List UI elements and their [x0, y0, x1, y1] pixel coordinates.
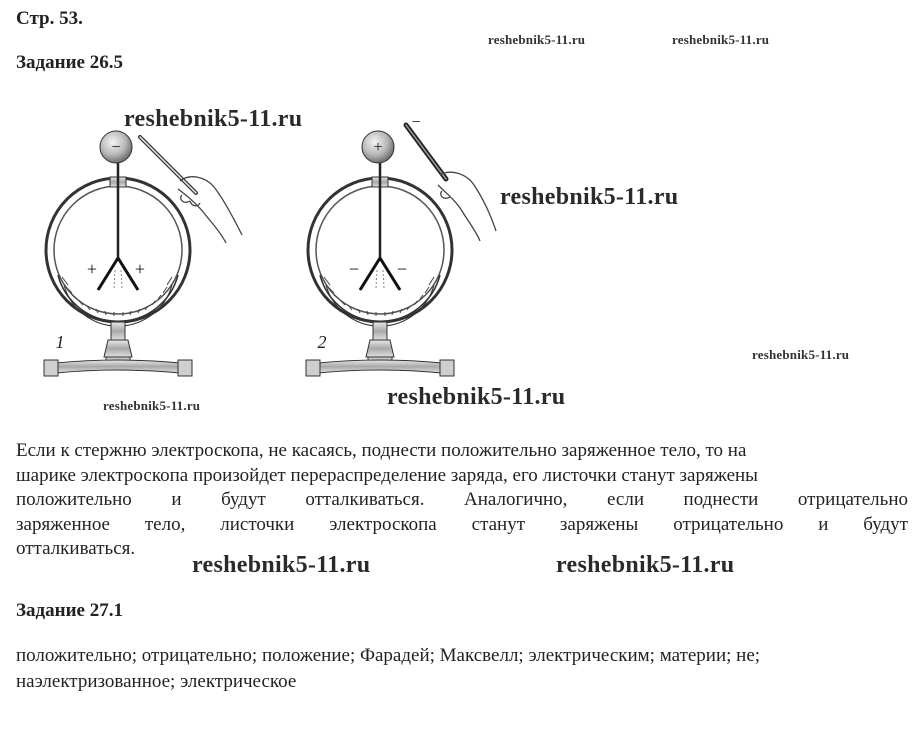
paragraph-line: шарике электроскопа произойдет перераспределение заряда, его листочки станут заряжены: [16, 464, 758, 486]
paragraph-line: Если к стержню электроскопа, не касаясь, поднести положительно заряженное тело, то на: [16, 440, 747, 461]
paragraph-line: отталкиваться.: [16, 538, 136, 559]
answer-line: наэлектризованное; электрическое: [16, 671, 297, 692]
figure-label-2: 2: [317, 332, 327, 352]
watermark: reshebnik5-11.ru: [124, 106, 303, 132]
leaf-2-left-sign: −: [348, 259, 360, 279]
leaf-1-left-sign: +: [86, 259, 98, 279]
answer-paragraph-26-5: [16, 439, 908, 562]
answer-line: положительно; отрицательно; положение; Фарадей; Максвелл; электрическим; материи; не;: [16, 645, 761, 666]
watermark: reshebnik5-11.ru: [387, 384, 566, 410]
task-title-26-5: Задание 26.5: [16, 52, 123, 73]
watermark: reshebnik5-11.ru: [192, 552, 371, 578]
watermark: reshebnik5-11.ru: [488, 32, 586, 47]
watermark: reshebnik5-11.ru: [500, 184, 679, 210]
watermark: reshebnik5-11.ru: [752, 347, 850, 362]
ball-1-sign: −: [111, 139, 121, 156]
electroscope-2: [306, 125, 496, 376]
watermark: reshebnik5-11.ru: [103, 398, 201, 413]
task-title-27-1: Задание 27.1: [16, 600, 123, 621]
figure-label-1: 1: [55, 332, 65, 352]
answer-list-27-1: [16, 643, 911, 695]
electroscope-1: [44, 131, 242, 376]
paragraph-line: положительно и будут отталкиваться. Аналогично, если поднести отрицательно: [16, 489, 908, 510]
electroscope-figure: [0, 95, 919, 430]
leaf-1-right-sign: +: [134, 259, 146, 279]
paragraph-line: заряженное тело, листочки электроскопа станут заряжены отрицательно и будут: [16, 513, 908, 535]
watermark: reshebnik5-11.ru: [556, 552, 735, 578]
watermark: reshebnik5-11.ru: [672, 32, 770, 47]
ball-2-sign: +: [373, 139, 383, 156]
leaf-2-right-sign: −: [396, 259, 408, 279]
page-label: Стр. 53.: [16, 8, 83, 29]
rod-2-sign: −: [411, 114, 421, 131]
